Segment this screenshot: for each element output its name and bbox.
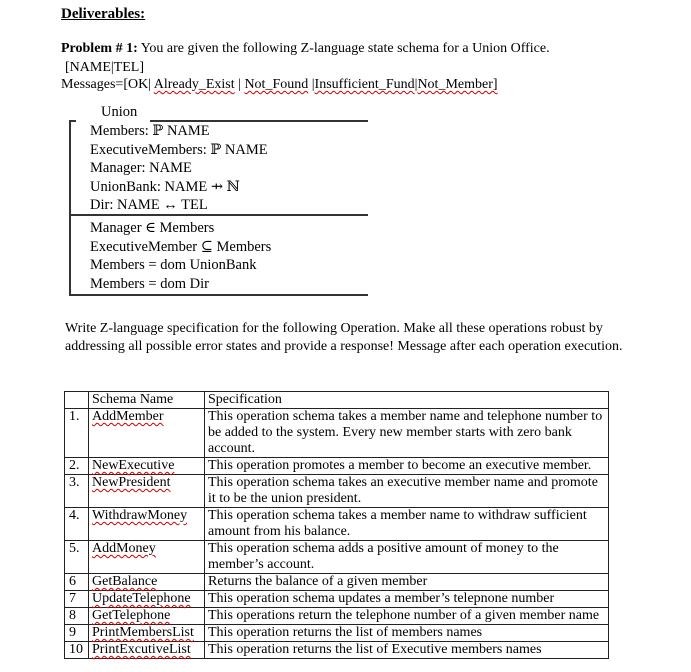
message-item: Already_Exist bbox=[153, 77, 235, 92]
table-header-row bbox=[65, 392, 609, 409]
schema-name: Union bbox=[101, 104, 138, 120]
header-num-cell bbox=[65, 392, 89, 409]
schema-name-text: PrintExcutiveList bbox=[92, 642, 191, 657]
schema-name-cell bbox=[89, 458, 205, 475]
instructions-paragraph: Write Z-language specification for the following Operation. Make all these operations robust by addressing all possible error states and provide a response! Message after each operation execution. bbox=[65, 321, 623, 354]
table-row bbox=[65, 409, 609, 458]
row-number: 9 bbox=[65, 625, 89, 642]
table-row bbox=[65, 625, 609, 642]
spec-cell: This operation returns the list of Executive members names bbox=[205, 642, 609, 659]
schema-name-text: NewPresident bbox=[92, 475, 171, 490]
schema-name-text: AddMoney bbox=[92, 541, 156, 556]
spec-cell: This operations return the telephone number of a given member name bbox=[205, 608, 609, 625]
schema-bottom-line bbox=[69, 294, 368, 296]
table-row bbox=[65, 608, 609, 625]
table-row bbox=[65, 574, 609, 591]
row-number: 7 bbox=[65, 591, 89, 608]
schema-name-text: NewExecutive bbox=[92, 458, 175, 473]
schema-name-cell bbox=[89, 574, 205, 591]
message-item: Not_Found bbox=[244, 77, 309, 92]
schema-predicate: Members = dom UnionBank bbox=[90, 257, 257, 273]
table-row bbox=[65, 591, 609, 608]
spec-cell: This operation schema takes a member name to withdraw sufficient amount from his balance. bbox=[205, 508, 609, 541]
spec-cell: This operation returns the list of members names bbox=[205, 625, 609, 642]
row-number: 6 bbox=[65, 574, 89, 591]
spec-cell: This operation schema takes a member name and telephone number to be added to the system. Every new member starts with zero bank account. bbox=[205, 409, 609, 458]
schema-declaration: Dir: NAME ↔ TEL bbox=[90, 197, 208, 213]
row-number: 1. bbox=[65, 409, 89, 458]
schema-name-text: WithdrawMoney bbox=[92, 508, 188, 523]
problem-label: Problem # 1: bbox=[61, 41, 138, 56]
messages-prefix: Messages=[OK| bbox=[61, 77, 152, 92]
schema-name-cell bbox=[89, 608, 205, 625]
schema-name-text: AddMember bbox=[92, 409, 164, 424]
row-number: 4. bbox=[65, 508, 89, 541]
row-number: 10 bbox=[65, 642, 89, 659]
schema-left-border bbox=[69, 120, 71, 295]
schema-predicate: Manager ∈ Members bbox=[90, 220, 215, 236]
page-heading: Deliverables: bbox=[61, 6, 146, 22]
problem-statement bbox=[61, 41, 550, 57]
row-number: 5. bbox=[65, 541, 89, 574]
schema-declaration: ExecutiveMembers: ℙ NAME bbox=[90, 141, 268, 158]
schema-name-cell bbox=[89, 625, 205, 642]
table-row bbox=[65, 642, 609, 659]
row-number: 8 bbox=[65, 608, 89, 625]
schema-predicate: Members = dom Dir bbox=[90, 275, 209, 292]
spec-cell: This operation schema adds a positive amount of money to the member’s account. bbox=[205, 541, 609, 574]
message-item: Insufficient_Fund bbox=[314, 77, 415, 92]
schema-name-cell bbox=[89, 642, 205, 659]
schema-divider bbox=[69, 214, 368, 216]
schema-top-line bbox=[150, 120, 368, 122]
schema-name-cell bbox=[89, 475, 205, 508]
schema-name-cell bbox=[89, 541, 205, 574]
messages-line: Messages=[OK| Already_Exist | Not_Found |Insufficient_Fund|Not_Member] bbox=[61, 77, 498, 92]
schema-name-text: PrintMembersList bbox=[92, 625, 194, 640]
row-number: 3. bbox=[65, 475, 89, 508]
given-sets: [NAME|TEL] bbox=[65, 60, 145, 75]
table-row bbox=[65, 508, 609, 541]
spec-cell: Returns the balance of a given member bbox=[205, 574, 609, 591]
schema-declaration: Manager: NAME bbox=[90, 160, 192, 176]
header-schema-name: Schema Name bbox=[89, 392, 205, 409]
table-row bbox=[65, 475, 609, 508]
row-number: 2. bbox=[65, 458, 89, 475]
schema-predicate: ExecutiveMember ⊆ Members bbox=[90, 238, 272, 255]
spec-cell: This operation schema updates a member’s telepnone number bbox=[205, 591, 609, 608]
schema-name-cell bbox=[89, 591, 205, 608]
schema-name-cell bbox=[89, 409, 205, 458]
spec-cell: This operation schema takes an executive member name and promote it to be the union president. bbox=[205, 475, 609, 508]
schema-declaration: Members: ℙ NAME bbox=[90, 123, 210, 139]
table-row bbox=[65, 541, 609, 574]
header-specification: Specification bbox=[205, 392, 609, 409]
schema-name-cell bbox=[89, 508, 205, 541]
operations-table bbox=[64, 391, 609, 659]
schema-declaration: UnionBank: NAME ⇸ ℕ bbox=[90, 178, 240, 195]
problem-intro: You are given the following Z-language state schema for a Union Office. bbox=[137, 41, 550, 56]
table-row bbox=[65, 458, 609, 475]
message-item: Not_Member] bbox=[417, 77, 498, 92]
spec-cell: This operation promotes a member to become an executive member. bbox=[205, 458, 609, 475]
schema-name-text: GetTelephone bbox=[92, 608, 171, 623]
schema-name-text: GetBalance bbox=[92, 574, 158, 589]
schema-name-text: UpdateTelephone bbox=[92, 591, 191, 606]
